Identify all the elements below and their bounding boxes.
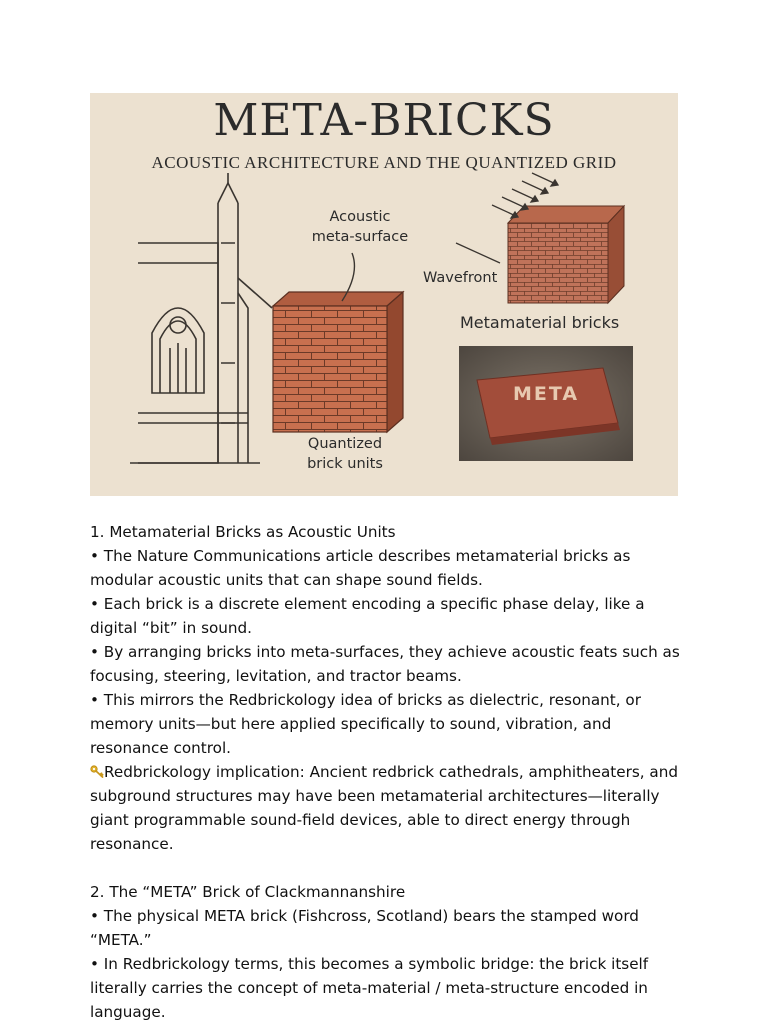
bullet-item: • This mirrors the Redbrickology idea of bricks as dielectric, resonant, or memory units—but here applied specifically to sound, vibration, and resonance control. [90, 691, 641, 757]
implication-text: Redbrickology implication: Ancient redbrick cathedrals, amphitheaters, and subground structures may have been metamaterial architectures—literally giant programmable sound-field devices, able to direct energy through resonance. [90, 763, 678, 853]
bullet-item: • In Redbrickology terms, this becomes a symbolic bridge: the brick itself literally carries the concept of meta-material / meta-structure encoded in language. [90, 955, 649, 1021]
document-body [90, 520, 690, 1024]
figure-subtitle: ACOUSTIC ARCHITECTURE AND THE QUANTIZED GRID [151, 153, 617, 172]
brick-stamp-text: META [513, 383, 580, 405]
implication-paragraph [90, 760, 690, 856]
label-metamaterial-bricks: Metamaterial bricks [460, 313, 620, 332]
brick-wall [273, 292, 403, 432]
bullet-item: • The Nature Communications article describes metamaterial bricks as modular acoustic units that can shape sound fields. [90, 547, 631, 589]
meta-bricks-illustration [90, 93, 678, 496]
paragraph-gap [90, 856, 690, 880]
figure-title: META-BRICKS [213, 95, 555, 146]
cathedral-drawing [130, 173, 272, 463]
bullet-item: • By arranging bricks into meta-surfaces, they achieve acoustic feats such as focusing, steering, levitation, and tractor beams. [90, 643, 680, 685]
metamaterial-cube [508, 206, 624, 303]
key-icon [90, 761, 104, 775]
bullet-item: • Each brick is a discrete element encoding a specific phase delay, like a digital “bit” in sound. [90, 595, 645, 637]
section-heading: 1. Metamaterial Bricks as Acoustic Units [90, 523, 396, 541]
bullet-item: • The physical META brick (Fishcross, Scotland) bears the stamped word “META.” [90, 907, 639, 949]
label-quantized-brick-units: Quantized brick units [307, 436, 383, 472]
section-heading: 2. The “META” Brick of Clackmannanshire [90, 883, 406, 901]
label-acoustic-meta-surface: Acoustic meta-surface [311, 209, 409, 245]
label-wavefront: Wavefront [423, 270, 498, 286]
